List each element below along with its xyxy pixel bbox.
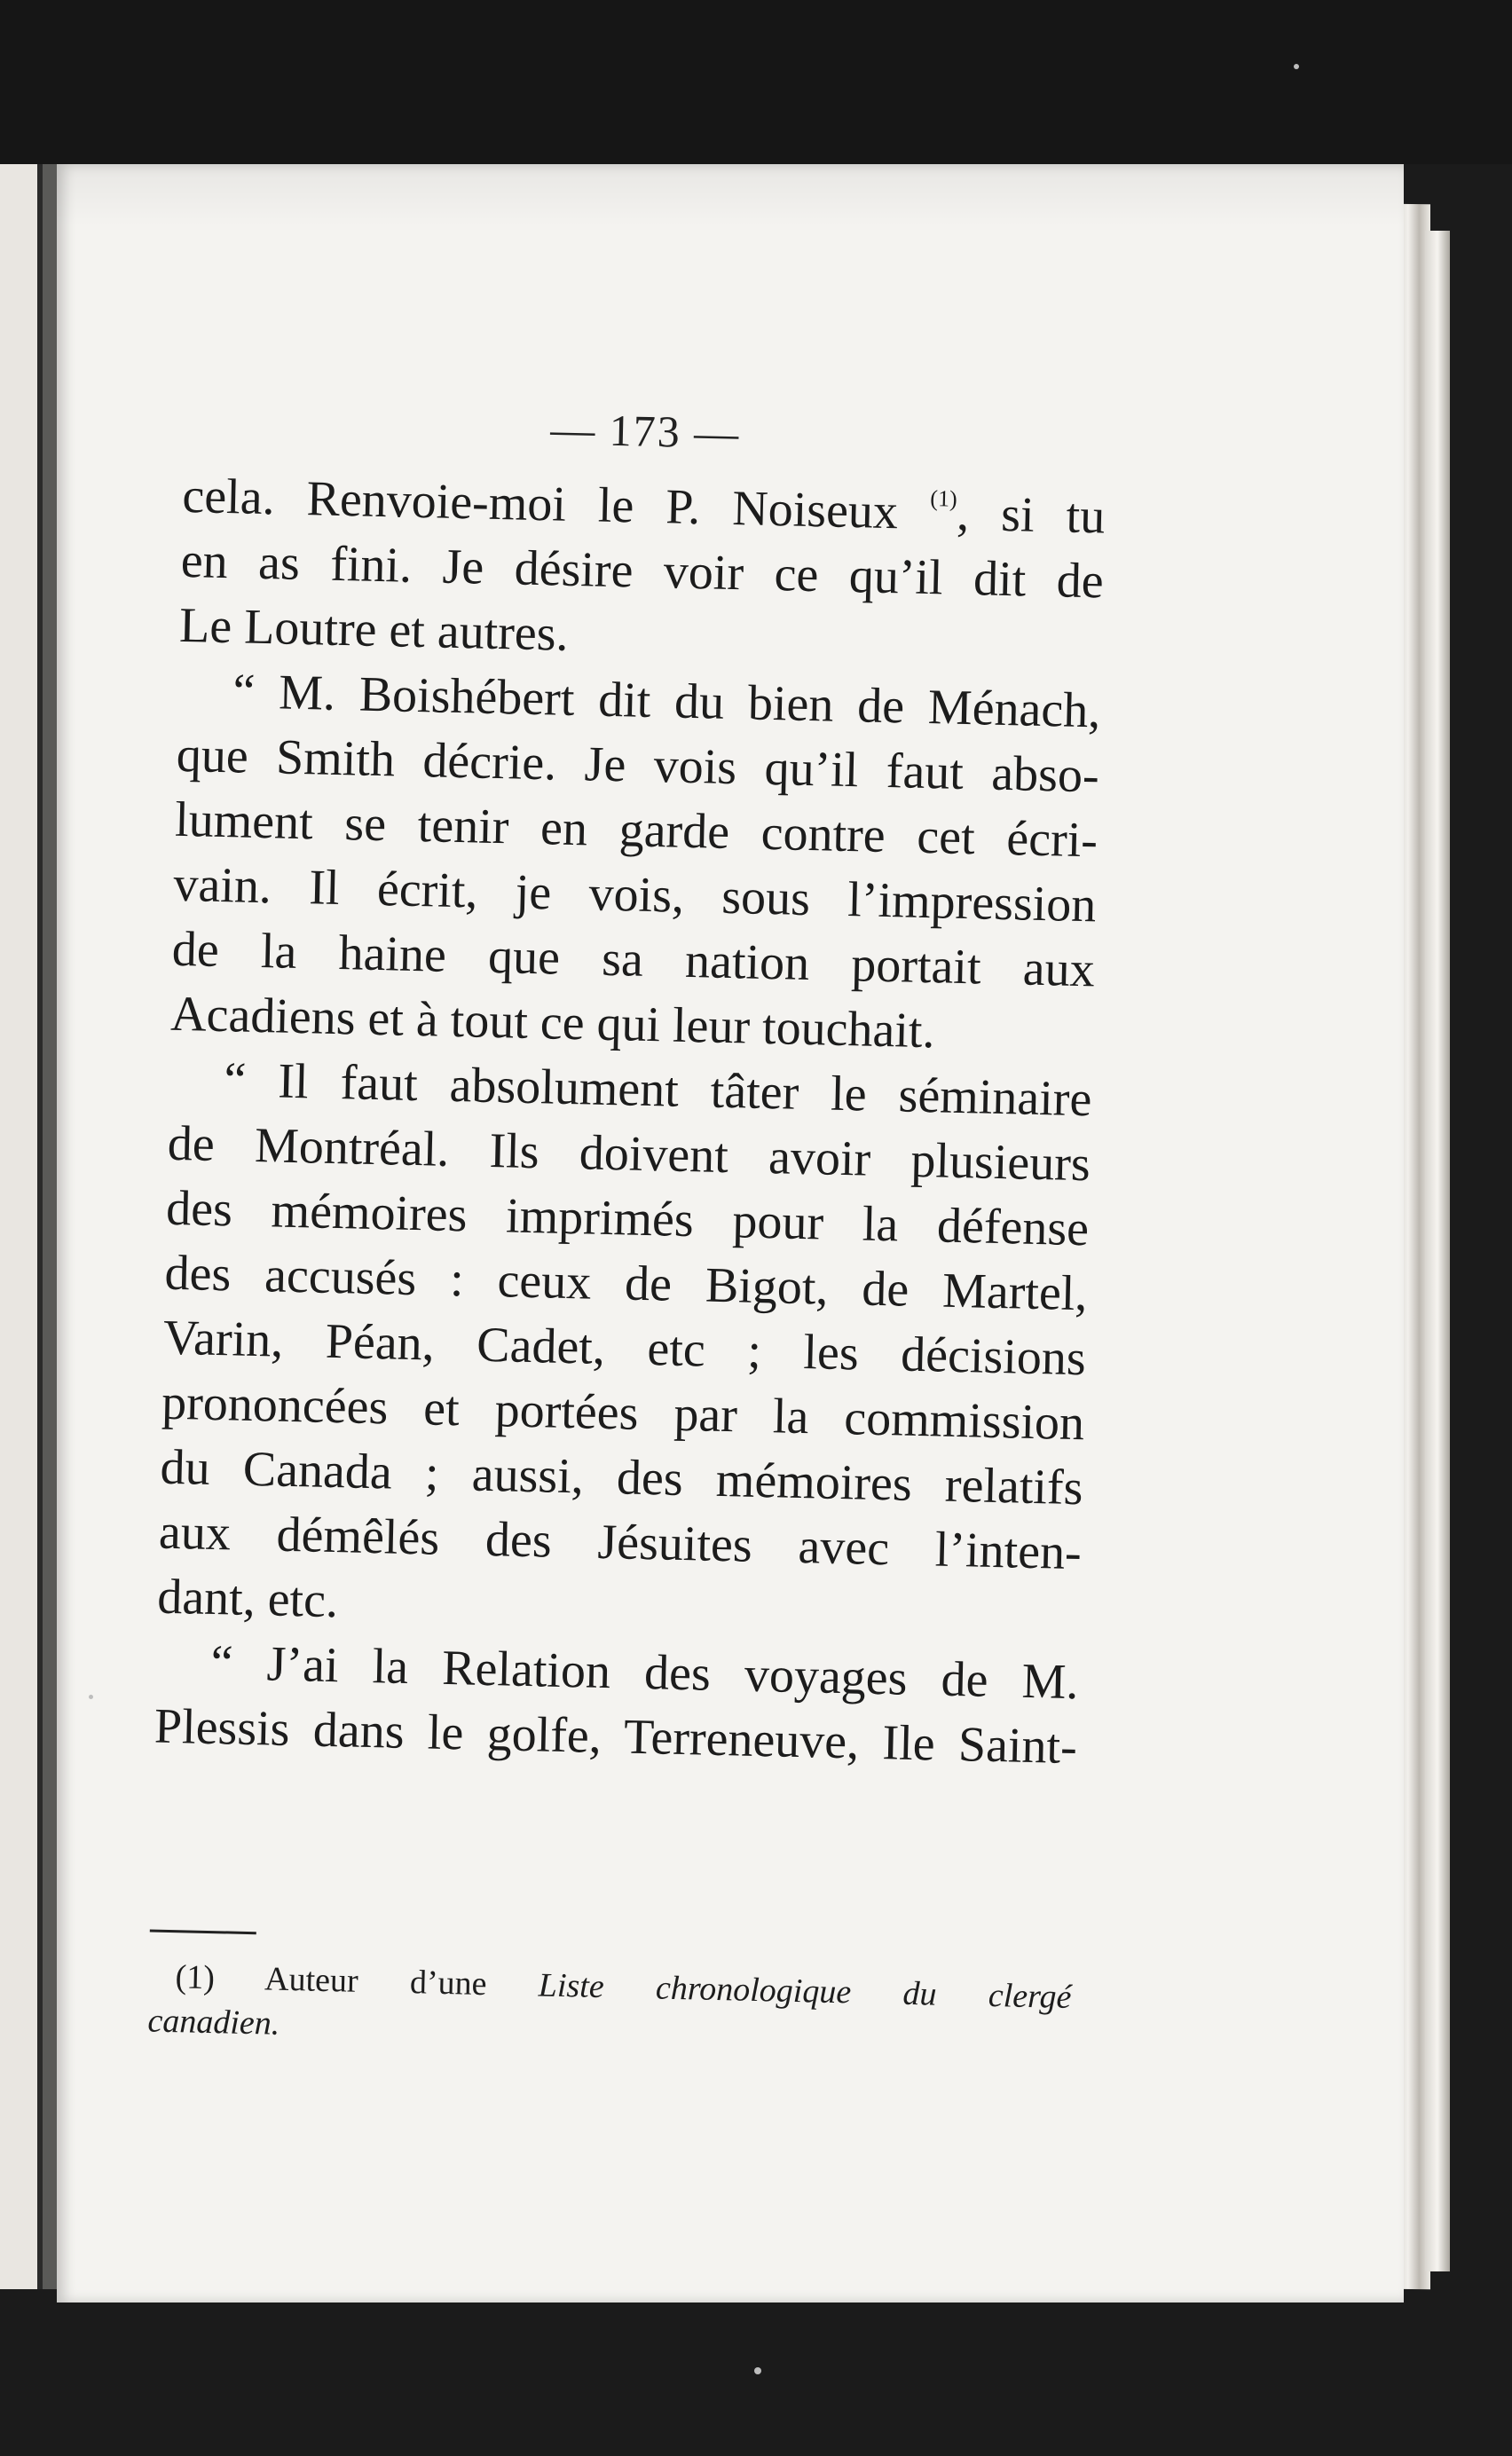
text-line-20: Plessis dans le golfe, Terreneuve, Ile Saint- xyxy=(154,1698,1078,1775)
text-line-6: lument se tenir en garde contre cet écri- xyxy=(174,791,1099,869)
page-stack-edge-outer xyxy=(1425,231,1450,2271)
text-line-5: que Smith décrie. Je vois qu’il faut abso- xyxy=(176,727,1100,804)
text-line-12: des mémoires imprimés pour la défense xyxy=(165,1180,1090,1257)
microfilm-bottom-band xyxy=(0,2302,1512,2456)
text-line-14: Varin, Péan, Cadet, etc ; les décisions xyxy=(162,1310,1087,1387)
previous-page-edge xyxy=(0,164,43,2289)
footnote-text: Auteur d’une xyxy=(264,1960,487,2003)
text-line-18: dant, etc. xyxy=(156,1569,339,1629)
text-line-2: en as fini. Je désire voir ce qu’il dit de xyxy=(180,532,1105,610)
page-number: — 173 — xyxy=(549,404,741,459)
text-line-19: “ J’ai la Relation des voyages de M. xyxy=(209,1634,1080,1711)
text-line-8: de la haine que sa nation portait aux xyxy=(171,921,1096,998)
book-gutter xyxy=(43,164,57,2289)
text-line-11: de Montréal. Ils doivent avoir plusieurs xyxy=(167,1115,1091,1193)
text-line-10: “ Il faut absolument tâter le séminaire xyxy=(223,1052,1093,1128)
footnote xyxy=(147,1954,1072,2064)
microfilm-top-band xyxy=(0,0,1512,164)
footnote-reference: (1) xyxy=(930,485,958,512)
book-page xyxy=(57,164,1404,2302)
text-line-16: du Canada ; aussi, des mémoires relatifs xyxy=(159,1439,1084,1516)
text-line-7: vain. Il écrit, je vois, sous l’impression xyxy=(172,856,1098,933)
text-line-9: Acadiens et à tout ce qui leur touchait. xyxy=(169,986,936,1059)
footnote-rule xyxy=(150,1929,256,1934)
text-line-1: cela. Renvoie-moi le P. Noiseux $^{(1)}$, si tu xyxy=(181,468,1106,545)
body-text xyxy=(154,464,1106,1780)
film-speck xyxy=(1294,64,1299,69)
text-line-4: “ M. Boishébert dit du bien de Ménach, xyxy=(232,664,1101,739)
text-line-13: des accusés : ceux de Bigot, de Martel, xyxy=(163,1245,1089,1322)
page-text-block xyxy=(147,164,1113,2043)
footnote-title-italic: Liste chronologique du clergé xyxy=(538,1966,1072,2017)
text-line-17: aux démêlés des Jésuites avec l’inten- xyxy=(158,1504,1083,1581)
text-line-15: prononcées et portées par la commission xyxy=(161,1374,1085,1452)
text-line-3: Le Loutre et autres. xyxy=(178,597,570,662)
footnote-line-2: canadien. xyxy=(147,2002,280,2043)
film-speck xyxy=(754,2367,761,2374)
film-speck xyxy=(89,1695,93,1699)
footnote-marker: (1) xyxy=(175,1958,216,1997)
